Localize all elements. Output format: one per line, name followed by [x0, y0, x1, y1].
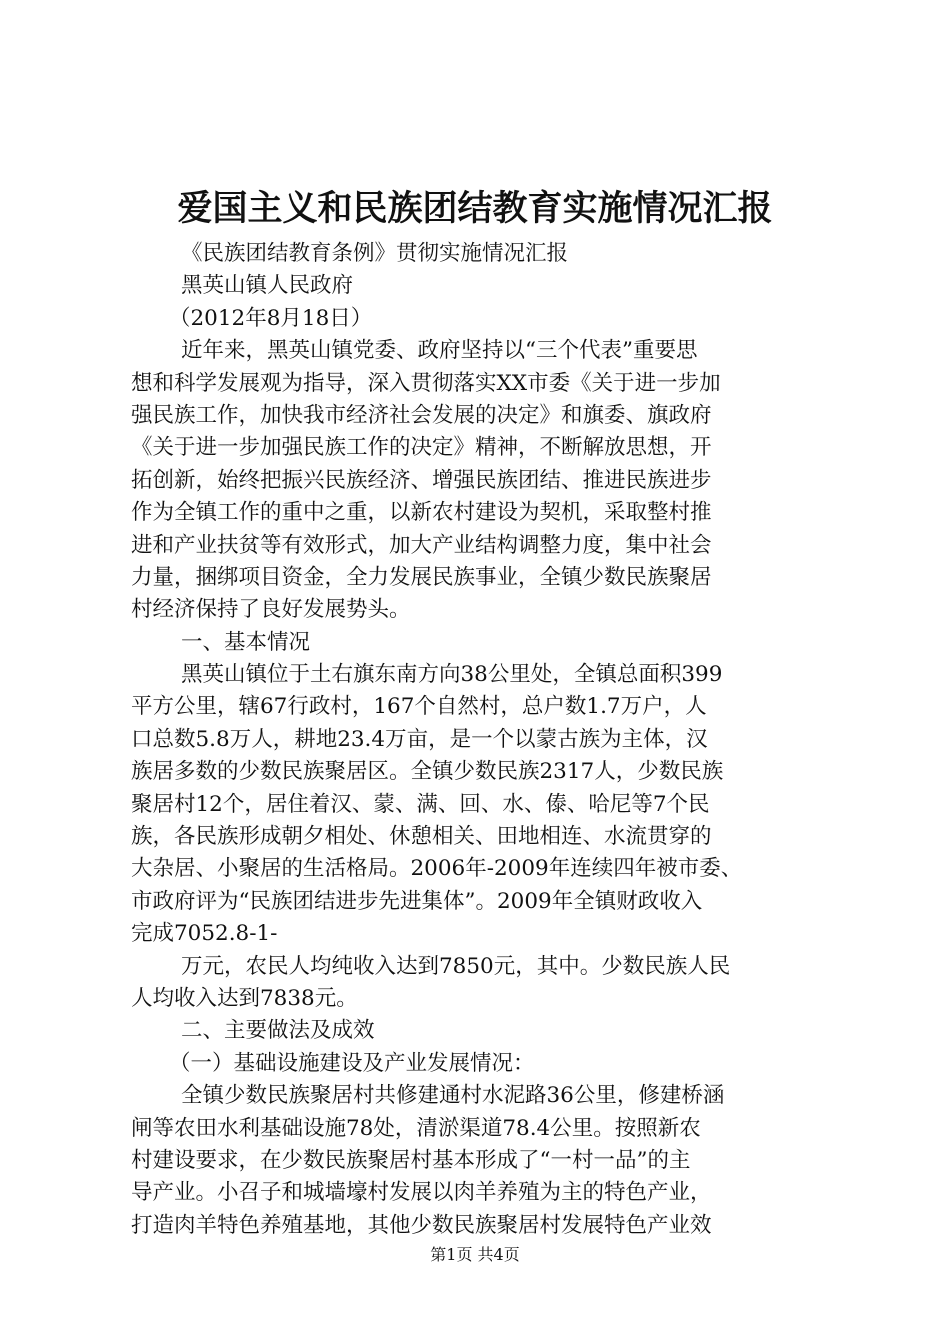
- text-line: 族，各民族形成朝夕相处、休憩相关、田地相连、水流贯穿的: [131, 824, 712, 850]
- text-line: 平方公里，辖67行政村，167个自然村，总户数1.7万户，人: [131, 694, 707, 720]
- document-title: 爱国主义和民族团结教育实施情况汇报: [177, 188, 773, 229]
- text-line: 进和产业扶贫等有效形式，加大产业结构调整力度，集中社会: [131, 532, 712, 558]
- text-line: 《关于进一步加强民族工作的决定》精神，不断解放思想，开: [131, 435, 712, 461]
- text-line: 族居多数的少数民族聚居区。全镇少数民族2317人，少数民族: [131, 759, 724, 785]
- text-line: 全镇少数民族聚居村共修建通村水泥路36公里，修建桥涵: [181, 1083, 725, 1109]
- text-line: 一、基本情况: [181, 629, 311, 655]
- document-body: [131, 238, 831, 1242]
- text-line: 聚居村12个，居住着汉、蒙、满、回、水、傣、哈尼等7个民: [131, 791, 710, 817]
- text-line: 黑英山镇人民政府: [181, 273, 354, 299]
- page-footer: 第1页 共4页: [430, 1245, 520, 1264]
- text-line: 二、主要做法及成效: [181, 1018, 375, 1044]
- text-line: （一）基础设施建设及产业发展情况：: [169, 1050, 535, 1076]
- text-line: （2012年8月18日）: [169, 305, 373, 331]
- text-line: 村经济保持了良好发展势头。: [131, 597, 411, 623]
- text-line: 完成7052.8-1-: [131, 921, 278, 947]
- text-line: 强民族工作，加快我市经济社会发展的决定》和旗委、旗政府: [131, 402, 712, 428]
- text-line: 村建设要求，在少数民族聚居村基本形成了“一村一品”的主: [131, 1147, 691, 1173]
- text-line: 大杂居、小聚居的生活格局。2006年-2009年连续四年被市委、: [131, 856, 743, 882]
- text-line: 《民族团结教育条例》贯彻实施情况汇报: [181, 241, 569, 266]
- text-line: 万元，农民人均纯收入达到7850元，其中。少数民族人民: [181, 953, 731, 979]
- text-line: 导产业。小召子和城墙壕村发展以肉羊养殖为主的特色产业，: [131, 1180, 712, 1206]
- text-line: 力量，捆绑项目资金，全力发展民族事业，全镇少数民族聚居: [131, 564, 712, 590]
- text-line: 人均收入达到7838元。: [131, 985, 358, 1011]
- text-line: 闸等农田水利基础设施78处，清淤渠道78.4公里。按照新农: [131, 1115, 701, 1141]
- text-line: 想和科学发展观为指导，深入贯彻落实XX市委《关于进一步加: [131, 370, 721, 396]
- text-line: 近年来，黑英山镇党委、政府坚持以“三个代表”重要思: [181, 338, 698, 364]
- text-line: 黑英山镇位于土右旗东南方向38公里处，全镇总面积399: [181, 662, 723, 688]
- text-line: 打造肉羊特色养殖基地，其他少数民族聚居村发展特色产业效: [131, 1212, 712, 1238]
- text-line: 市政府评为“民族团结进步先进集体”。2009年全镇财政收入: [131, 888, 703, 914]
- text-line: 拓创新，始终把振兴民族经济、增强民族团结、推进民族进步: [131, 467, 712, 493]
- text-line: 作为全镇工作的重中之重，以新农村建设为契机，采取整村推: [131, 500, 712, 526]
- text-line: 口总数5.8万人，耕地23.4万亩，是一个以蒙古族为主体，汉: [131, 726, 708, 752]
